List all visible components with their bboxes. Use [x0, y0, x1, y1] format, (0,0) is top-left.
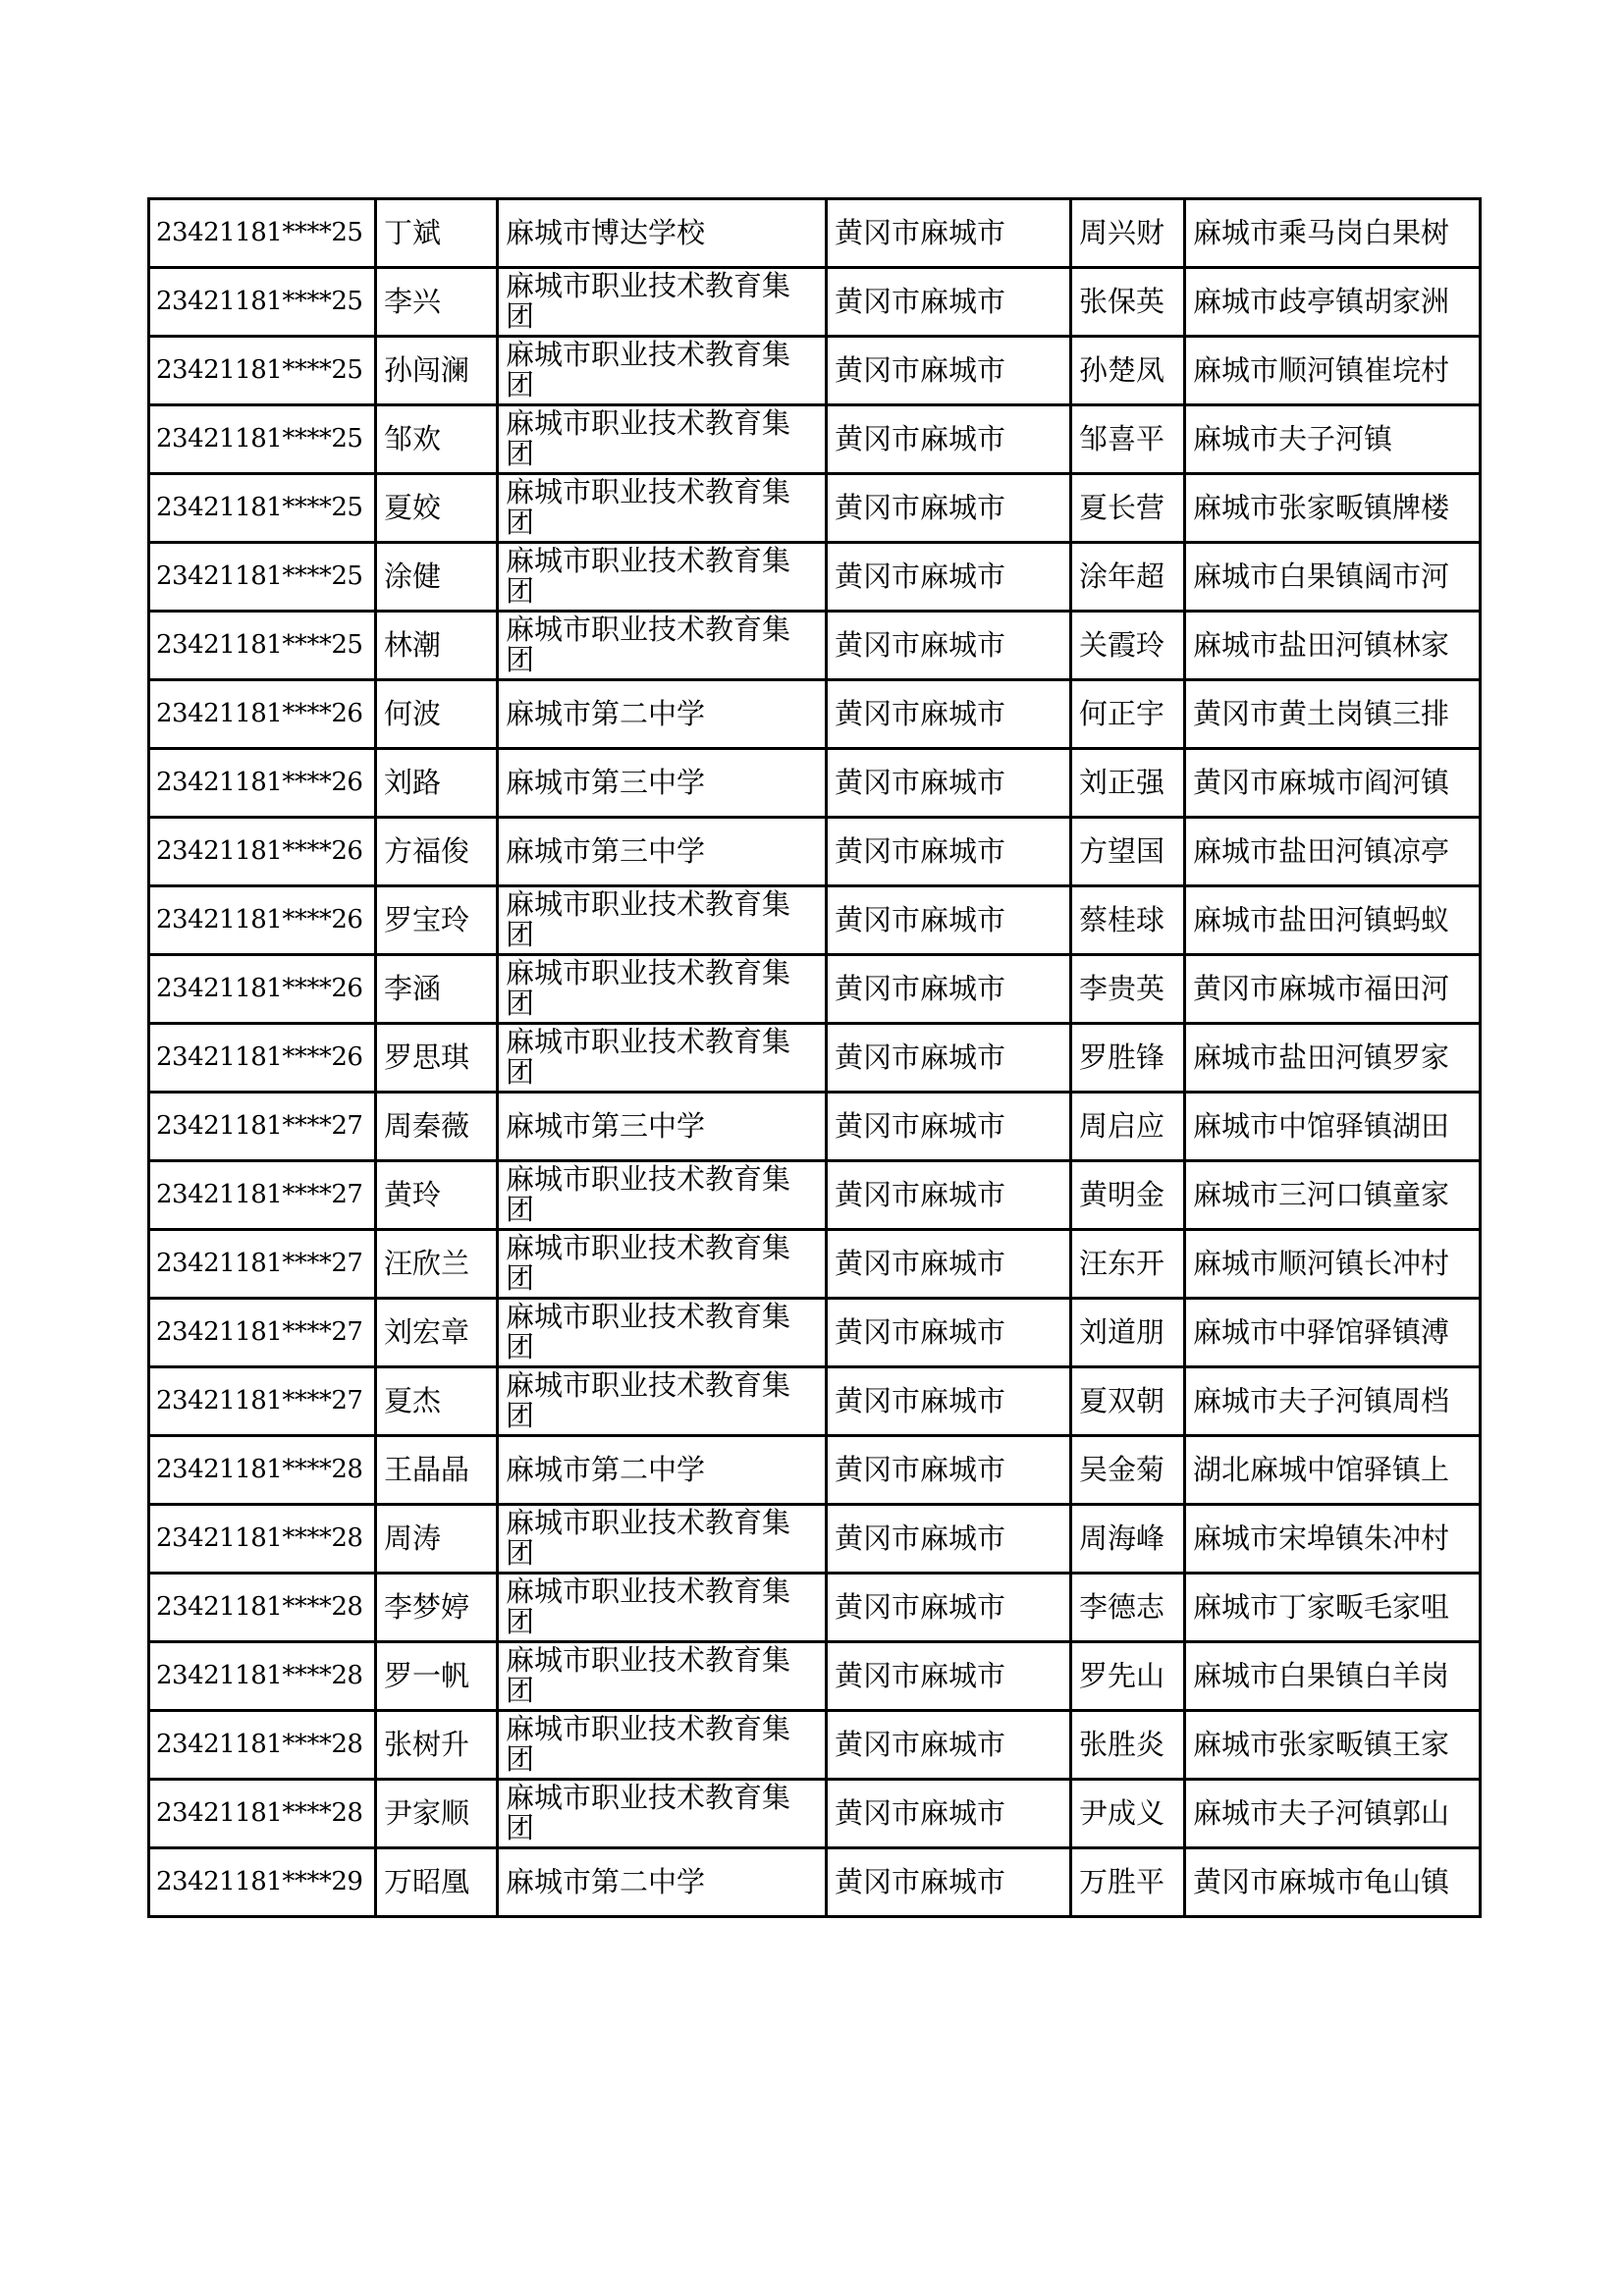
cell-student-name: 丁斌 — [376, 199, 498, 268]
table-row — [149, 1299, 1481, 1367]
cell-guardian-name: 周启应 — [1071, 1093, 1185, 1161]
cell-region: 黄冈市麻城市 — [827, 1299, 1071, 1367]
cell-address: 黄冈市黄土岗镇三排 — [1185, 680, 1481, 749]
cell-region: 黄冈市麻城市 — [827, 199, 1071, 268]
cell-guardian-name: 夏双朝 — [1071, 1367, 1185, 1436]
cell-student-name: 何波 — [376, 680, 498, 749]
cell-region: 黄冈市麻城市 — [827, 1574, 1071, 1642]
cell-id-number: 23421181****27 — [149, 1161, 376, 1230]
cell-address: 麻城市三河口镇童家 — [1185, 1161, 1481, 1230]
table-row — [149, 1780, 1481, 1848]
cell-guardian-name: 方望国 — [1071, 818, 1185, 886]
cell-school: 麻城市职业技术教育集团 — [498, 1161, 827, 1230]
cell-id-number: 23421181****25 — [149, 268, 376, 337]
cell-id-number: 23421181****25 — [149, 405, 376, 474]
cell-guardian-name: 万胜平 — [1071, 1848, 1185, 1917]
cell-address: 麻城市夫子河镇郭山 — [1185, 1780, 1481, 1848]
cell-student-name: 林潮 — [376, 612, 498, 680]
cell-school: 麻城市职业技术教育集团 — [498, 886, 827, 955]
cell-guardian-name: 夏长营 — [1071, 474, 1185, 543]
cell-region: 黄冈市麻城市 — [827, 1848, 1071, 1917]
cell-id-number: 23421181****28 — [149, 1505, 376, 1574]
cell-region: 黄冈市麻城市 — [827, 1093, 1071, 1161]
table-row — [149, 1161, 1481, 1230]
roster-table — [147, 197, 1482, 1918]
cell-region: 黄冈市麻城市 — [827, 818, 1071, 886]
cell-id-number: 23421181****28 — [149, 1574, 376, 1642]
cell-guardian-name: 张保英 — [1071, 268, 1185, 337]
cell-address: 麻城市宋埠镇朱冲村 — [1185, 1505, 1481, 1574]
cell-student-name: 周秦薇 — [376, 1093, 498, 1161]
cell-school: 麻城市职业技术教育集团 — [498, 1574, 827, 1642]
table-row — [149, 337, 1481, 405]
cell-region: 黄冈市麻城市 — [827, 955, 1071, 1024]
cell-school: 麻城市职业技术教育集团 — [498, 1299, 827, 1367]
cell-address: 麻城市盐田河镇蚂蚁 — [1185, 886, 1481, 955]
cell-guardian-name: 孙楚凤 — [1071, 337, 1185, 405]
cell-school: 麻城市职业技术教育集团 — [498, 1367, 827, 1436]
cell-region: 黄冈市麻城市 — [827, 612, 1071, 680]
cell-school: 麻城市第三中学 — [498, 1093, 827, 1161]
cell-guardian-name: 涂年超 — [1071, 543, 1185, 612]
cell-id-number: 23421181****28 — [149, 1780, 376, 1848]
cell-id-number: 23421181****25 — [149, 612, 376, 680]
cell-guardian-name: 关霞玲 — [1071, 612, 1185, 680]
cell-guardian-name: 李贵英 — [1071, 955, 1185, 1024]
cell-school: 麻城市第二中学 — [498, 680, 827, 749]
cell-region: 黄冈市麻城市 — [827, 1780, 1071, 1848]
cell-student-name: 汪欣兰 — [376, 1230, 498, 1299]
cell-id-number: 23421181****26 — [149, 680, 376, 749]
cell-id-number: 23421181****28 — [149, 1711, 376, 1780]
cell-address: 麻城市张家畈镇王家 — [1185, 1711, 1481, 1780]
cell-address: 麻城市丁家畈毛家咀 — [1185, 1574, 1481, 1642]
cell-guardian-name: 张胜炎 — [1071, 1711, 1185, 1780]
cell-region: 黄冈市麻城市 — [827, 886, 1071, 955]
cell-region: 黄冈市麻城市 — [827, 268, 1071, 337]
cell-region: 黄冈市麻城市 — [827, 474, 1071, 543]
cell-school: 麻城市职业技术教育集团 — [498, 474, 827, 543]
cell-id-number: 23421181****28 — [149, 1436, 376, 1505]
cell-student-name: 涂健 — [376, 543, 498, 612]
cell-school: 麻城市职业技术教育集团 — [498, 337, 827, 405]
table-row — [149, 612, 1481, 680]
table-row — [149, 1505, 1481, 1574]
cell-school: 麻城市职业技术教育集团 — [498, 543, 827, 612]
cell-student-name: 罗一帆 — [376, 1642, 498, 1711]
cell-id-number: 23421181****26 — [149, 955, 376, 1024]
cell-address: 麻城市盐田河镇林家 — [1185, 612, 1481, 680]
cell-student-name: 夏杰 — [376, 1367, 498, 1436]
cell-student-name: 尹家顺 — [376, 1780, 498, 1848]
cell-id-number: 23421181****25 — [149, 474, 376, 543]
cell-guardian-name: 汪东开 — [1071, 1230, 1185, 1299]
cell-student-name: 李兴 — [376, 268, 498, 337]
table-row — [149, 474, 1481, 543]
table-row — [149, 1093, 1481, 1161]
cell-guardian-name: 李德志 — [1071, 1574, 1185, 1642]
cell-id-number: 23421181****27 — [149, 1367, 376, 1436]
table-row — [149, 543, 1481, 612]
table-row — [149, 1574, 1481, 1642]
cell-school: 麻城市职业技术教育集团 — [498, 1642, 827, 1711]
cell-address: 黄冈市麻城市龟山镇 — [1185, 1848, 1481, 1917]
cell-address: 麻城市夫子河镇 — [1185, 405, 1481, 474]
table-row — [149, 1230, 1481, 1299]
cell-student-name: 罗宝玲 — [376, 886, 498, 955]
table-row — [149, 680, 1481, 749]
cell-region: 黄冈市麻城市 — [827, 405, 1071, 474]
cell-address: 湖北麻城中馆驿镇上 — [1185, 1436, 1481, 1505]
table-row — [149, 405, 1481, 474]
cell-id-number: 23421181****27 — [149, 1093, 376, 1161]
cell-student-name: 刘宏章 — [376, 1299, 498, 1367]
cell-id-number: 23421181****26 — [149, 818, 376, 886]
table-row — [149, 1848, 1481, 1917]
table-row — [149, 1642, 1481, 1711]
cell-address: 麻城市乘马岗白果树 — [1185, 199, 1481, 268]
cell-school: 麻城市职业技术教育集团 — [498, 1505, 827, 1574]
cell-id-number: 23421181****26 — [149, 1024, 376, 1093]
cell-address: 麻城市歧亭镇胡家洲 — [1185, 268, 1481, 337]
cell-guardian-name: 吴金菊 — [1071, 1436, 1185, 1505]
cell-school: 麻城市职业技术教育集团 — [498, 1230, 827, 1299]
cell-guardian-name: 周兴财 — [1071, 199, 1185, 268]
cell-region: 黄冈市麻城市 — [827, 1505, 1071, 1574]
cell-region: 黄冈市麻城市 — [827, 1367, 1071, 1436]
cell-address: 麻城市张家畈镇牌楼 — [1185, 474, 1481, 543]
cell-id-number: 23421181****25 — [149, 543, 376, 612]
cell-region: 黄冈市麻城市 — [827, 1711, 1071, 1780]
cell-address: 麻城市中馆驿镇湖田 — [1185, 1093, 1481, 1161]
table-row — [149, 268, 1481, 337]
cell-region: 黄冈市麻城市 — [827, 543, 1071, 612]
cell-guardian-name: 黄明金 — [1071, 1161, 1185, 1230]
cell-id-number: 23421181****28 — [149, 1642, 376, 1711]
cell-student-name: 李梦婷 — [376, 1574, 498, 1642]
cell-guardian-name: 蔡桂球 — [1071, 886, 1185, 955]
table-row — [149, 1367, 1481, 1436]
cell-school: 麻城市职业技术教育集团 — [498, 612, 827, 680]
cell-student-name: 周涛 — [376, 1505, 498, 1574]
cell-region: 黄冈市麻城市 — [827, 1436, 1071, 1505]
cell-id-number: 23421181****26 — [149, 886, 376, 955]
cell-id-number: 23421181****25 — [149, 337, 376, 405]
cell-address: 麻城市中驿馆驿镇溥 — [1185, 1299, 1481, 1367]
cell-school: 麻城市职业技术教育集团 — [498, 405, 827, 474]
table-row — [149, 199, 1481, 268]
cell-student-name: 李涵 — [376, 955, 498, 1024]
cell-student-name: 邹欢 — [376, 405, 498, 474]
cell-school: 麻城市第三中学 — [498, 818, 827, 886]
cell-address: 麻城市白果镇阔市河 — [1185, 543, 1481, 612]
cell-student-name: 张树升 — [376, 1711, 498, 1780]
cell-guardian-name: 刘正强 — [1071, 749, 1185, 818]
cell-student-name: 刘路 — [376, 749, 498, 818]
cell-address: 黄冈市麻城市阎河镇 — [1185, 749, 1481, 818]
table-row — [149, 1436, 1481, 1505]
cell-student-name: 王晶晶 — [376, 1436, 498, 1505]
cell-school: 麻城市职业技术教育集团 — [498, 1780, 827, 1848]
cell-guardian-name: 周海峰 — [1071, 1505, 1185, 1574]
cell-guardian-name: 邹喜平 — [1071, 405, 1185, 474]
cell-region: 黄冈市麻城市 — [827, 749, 1071, 818]
cell-guardian-name: 尹成义 — [1071, 1780, 1185, 1848]
cell-region: 黄冈市麻城市 — [827, 1024, 1071, 1093]
cell-id-number: 23421181****25 — [149, 199, 376, 268]
cell-school: 麻城市第三中学 — [498, 749, 827, 818]
roster-table-body — [149, 199, 1481, 1917]
cell-guardian-name: 罗胜锋 — [1071, 1024, 1185, 1093]
cell-guardian-name: 罗先山 — [1071, 1642, 1185, 1711]
cell-id-number: 23421181****29 — [149, 1848, 376, 1917]
cell-student-name: 罗思琪 — [376, 1024, 498, 1093]
cell-student-name: 万昭凰 — [376, 1848, 498, 1917]
cell-id-number: 23421181****27 — [149, 1299, 376, 1367]
cell-guardian-name: 刘道朋 — [1071, 1299, 1185, 1367]
cell-region: 黄冈市麻城市 — [827, 1230, 1071, 1299]
cell-address: 麻城市顺河镇崔垸村 — [1185, 337, 1481, 405]
cell-address: 麻城市白果镇白羊岗 — [1185, 1642, 1481, 1711]
cell-address: 麻城市盐田河镇凉亭 — [1185, 818, 1481, 886]
cell-region: 黄冈市麻城市 — [827, 1161, 1071, 1230]
cell-guardian-name: 何正宇 — [1071, 680, 1185, 749]
cell-school: 麻城市职业技术教育集团 — [498, 1711, 827, 1780]
cell-region: 黄冈市麻城市 — [827, 680, 1071, 749]
cell-school: 麻城市职业技术教育集团 — [498, 268, 827, 337]
cell-student-name: 夏姣 — [376, 474, 498, 543]
table-row — [149, 749, 1481, 818]
table-row — [149, 818, 1481, 886]
table-row — [149, 1711, 1481, 1780]
cell-school: 麻城市博达学校 — [498, 199, 827, 268]
cell-student-name: 黄玲 — [376, 1161, 498, 1230]
cell-region: 黄冈市麻城市 — [827, 337, 1071, 405]
cell-school: 麻城市职业技术教育集团 — [498, 955, 827, 1024]
cell-student-name: 孙闯澜 — [376, 337, 498, 405]
cell-region: 黄冈市麻城市 — [827, 1642, 1071, 1711]
cell-school: 麻城市第二中学 — [498, 1436, 827, 1505]
cell-student-name: 方福俊 — [376, 818, 498, 886]
cell-address: 麻城市盐田河镇罗家 — [1185, 1024, 1481, 1093]
table-row — [149, 886, 1481, 955]
cell-school: 麻城市职业技术教育集团 — [498, 1024, 827, 1093]
table-row — [149, 955, 1481, 1024]
cell-address: 黄冈市麻城市福田河 — [1185, 955, 1481, 1024]
table-row — [149, 1024, 1481, 1093]
cell-address: 麻城市顺河镇长冲村 — [1185, 1230, 1481, 1299]
cell-id-number: 23421181****26 — [149, 749, 376, 818]
cell-address: 麻城市夫子河镇周档 — [1185, 1367, 1481, 1436]
cell-id-number: 23421181****27 — [149, 1230, 376, 1299]
cell-school: 麻城市第二中学 — [498, 1848, 827, 1917]
